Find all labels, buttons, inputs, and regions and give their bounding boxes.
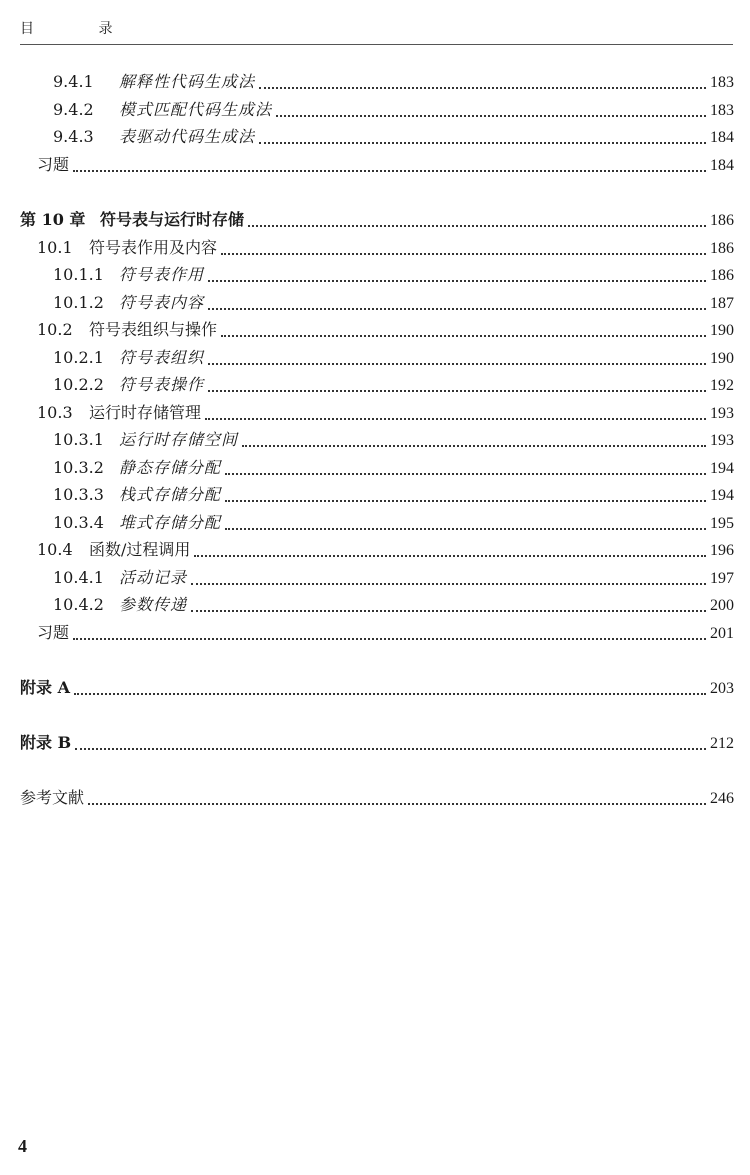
- toc-entry-page: 194: [710, 460, 734, 477]
- toc-entry[interactable]: [20, 208, 734, 232]
- dot-leader: [208, 363, 706, 365]
- toc-entry-page: 193: [710, 432, 734, 449]
- toc-entry-number: 10.1: [37, 238, 73, 257]
- toc-entry-page: 186: [710, 212, 734, 229]
- toc-entry[interactable]: [53, 511, 734, 535]
- toc-entry-page: 212: [710, 735, 734, 752]
- header-title: 目 录: [20, 21, 143, 37]
- toc-entry-page: 197: [710, 570, 734, 587]
- dot-leader: [225, 528, 706, 530]
- toc-entry-page: 184: [710, 157, 734, 174]
- toc-entry-title: 习题: [37, 623, 70, 642]
- toc-entry[interactable]: [53, 593, 734, 617]
- toc-entry-page: 203: [710, 680, 734, 697]
- toc-entry-page: 196: [710, 542, 734, 559]
- toc-entry-page: 200: [710, 597, 734, 614]
- toc-entry[interactable]: [20, 676, 734, 700]
- toc-entry-title: 符号表作用: [119, 265, 205, 284]
- toc-entry-title: 表驱动代码生成法: [119, 127, 256, 146]
- toc-entry[interactable]: [37, 621, 734, 645]
- toc-entry[interactable]: [37, 153, 734, 177]
- toc-entry-title: 符号表作用及内容: [89, 238, 218, 257]
- toc-entry-page: 190: [710, 322, 734, 339]
- dot-leader: [208, 308, 706, 310]
- toc-entry-page: 193: [710, 405, 734, 422]
- dot-leader: [205, 418, 706, 420]
- toc-entry[interactable]: [53, 456, 734, 480]
- dot-leader: [73, 170, 706, 172]
- dot-leader: [194, 555, 706, 557]
- toc-entry-page: 246: [710, 790, 734, 807]
- toc-entry[interactable]: [53, 483, 734, 507]
- page-number: 4: [18, 1136, 27, 1156]
- toc-entry[interactable]: [20, 786, 734, 810]
- toc-entry-title: 运行时存储空间: [119, 430, 239, 449]
- toc-entry-page: 186: [710, 240, 734, 257]
- toc-entry-title: 解释性代码生成法: [119, 72, 256, 91]
- toc-entry-title: 静态存储分配: [119, 458, 222, 477]
- toc-entry-title: 参考文献: [20, 788, 85, 807]
- toc-entry-title: 符号表组织: [119, 348, 205, 367]
- dot-leader: [248, 225, 706, 227]
- toc-entry-number: 第 10 章: [20, 210, 86, 229]
- toc-entry-title: 符号表与运行时存储: [100, 210, 245, 229]
- toc-entry-page: 184: [710, 129, 734, 146]
- dot-leader: [276, 115, 706, 117]
- toc-entry-number: 10.2.1: [53, 348, 104, 367]
- toc-entry-title: 栈式存储分配: [119, 485, 222, 504]
- dot-leader: [225, 500, 706, 502]
- toc-entry-number: 9.4.2: [53, 100, 94, 119]
- dot-leader: [242, 445, 706, 447]
- toc-entry[interactable]: [37, 236, 734, 260]
- toc-entry-number: 10.3.4: [53, 513, 104, 532]
- dot-leader: [225, 473, 706, 475]
- dot-leader: [73, 638, 706, 640]
- toc-entry-title: 附录 B: [20, 733, 72, 752]
- toc-entry-page: 186: [710, 267, 734, 284]
- toc-entry-title: 习题: [37, 155, 70, 174]
- toc-entry-number: 10.4.1: [53, 568, 104, 587]
- toc-entry[interactable]: [53, 428, 734, 452]
- toc-entry-title: 符号表内容: [119, 293, 205, 312]
- toc-entry-page: 194: [710, 487, 734, 504]
- dot-leader: [74, 693, 706, 695]
- dot-leader: [75, 748, 706, 750]
- toc-entry-page: 195: [710, 515, 734, 532]
- dot-leader: [88, 803, 706, 805]
- toc-entry-title: 附录 A: [20, 678, 70, 697]
- toc-entry-page: 183: [710, 74, 734, 91]
- toc-entry[interactable]: [37, 538, 734, 562]
- toc-entry[interactable]: [53, 566, 734, 590]
- toc-entry-number: 10.3: [37, 403, 73, 422]
- toc-entry[interactable]: [53, 125, 734, 149]
- toc-entry-title: 堆式存储分配: [119, 513, 222, 532]
- toc-entry-page: 201: [710, 625, 734, 642]
- toc-entry[interactable]: [53, 346, 734, 370]
- toc-entry-number: 10.4: [37, 540, 73, 559]
- toc-entry-number: 9.4.3: [53, 127, 94, 146]
- toc-entry-number: 10.1.2: [53, 293, 104, 312]
- dot-leader: [259, 87, 706, 89]
- toc-entry[interactable]: [53, 263, 734, 287]
- toc-entry-title: 参数传递: [119, 595, 188, 614]
- toc-entry[interactable]: [37, 401, 734, 425]
- dot-leader: [259, 142, 706, 144]
- toc-entry-title: 符号表操作: [119, 375, 205, 394]
- toc-entry-title: 符号表组织与操作: [89, 320, 218, 339]
- dot-leader: [191, 610, 706, 612]
- toc-entry-page: 183: [710, 102, 734, 119]
- toc-entry-page: 187: [710, 295, 734, 312]
- dot-leader: [208, 280, 706, 282]
- toc-entry-number: 10.4.2: [53, 595, 104, 614]
- dot-leader: [208, 390, 706, 392]
- dot-leader: [221, 253, 706, 255]
- toc-entry-title: 模式匹配代码生成法: [119, 100, 273, 119]
- toc-entry-number: 9.4.1: [53, 72, 94, 91]
- dot-leader: [221, 335, 706, 337]
- toc-entry[interactable]: [53, 98, 734, 122]
- toc-entry-title: 函数/过程调用: [89, 540, 191, 559]
- toc-entry-number: 10.3.3: [53, 485, 104, 504]
- toc-entry[interactable]: [53, 373, 734, 397]
- toc-entry-page: 190: [710, 350, 734, 367]
- toc-entry-number: 10.3.2: [53, 458, 104, 477]
- dot-leader: [191, 583, 706, 585]
- toc-entry-number: 10.2.2: [53, 375, 104, 394]
- toc-entry-title: 运行时存储管理: [89, 403, 202, 422]
- toc-entry[interactable]: [53, 291, 734, 315]
- toc-entry-number: 10.2: [37, 320, 73, 339]
- toc-entry-number: 10.1.1: [53, 265, 104, 284]
- toc-entry[interactable]: [37, 318, 734, 342]
- toc-entry-page: 192: [710, 377, 734, 394]
- toc-entry-title: 活动记录: [119, 568, 188, 587]
- toc-entry[interactable]: [53, 70, 734, 94]
- toc-entry[interactable]: [20, 731, 734, 755]
- toc-entry-number: 10.3.1: [53, 430, 104, 449]
